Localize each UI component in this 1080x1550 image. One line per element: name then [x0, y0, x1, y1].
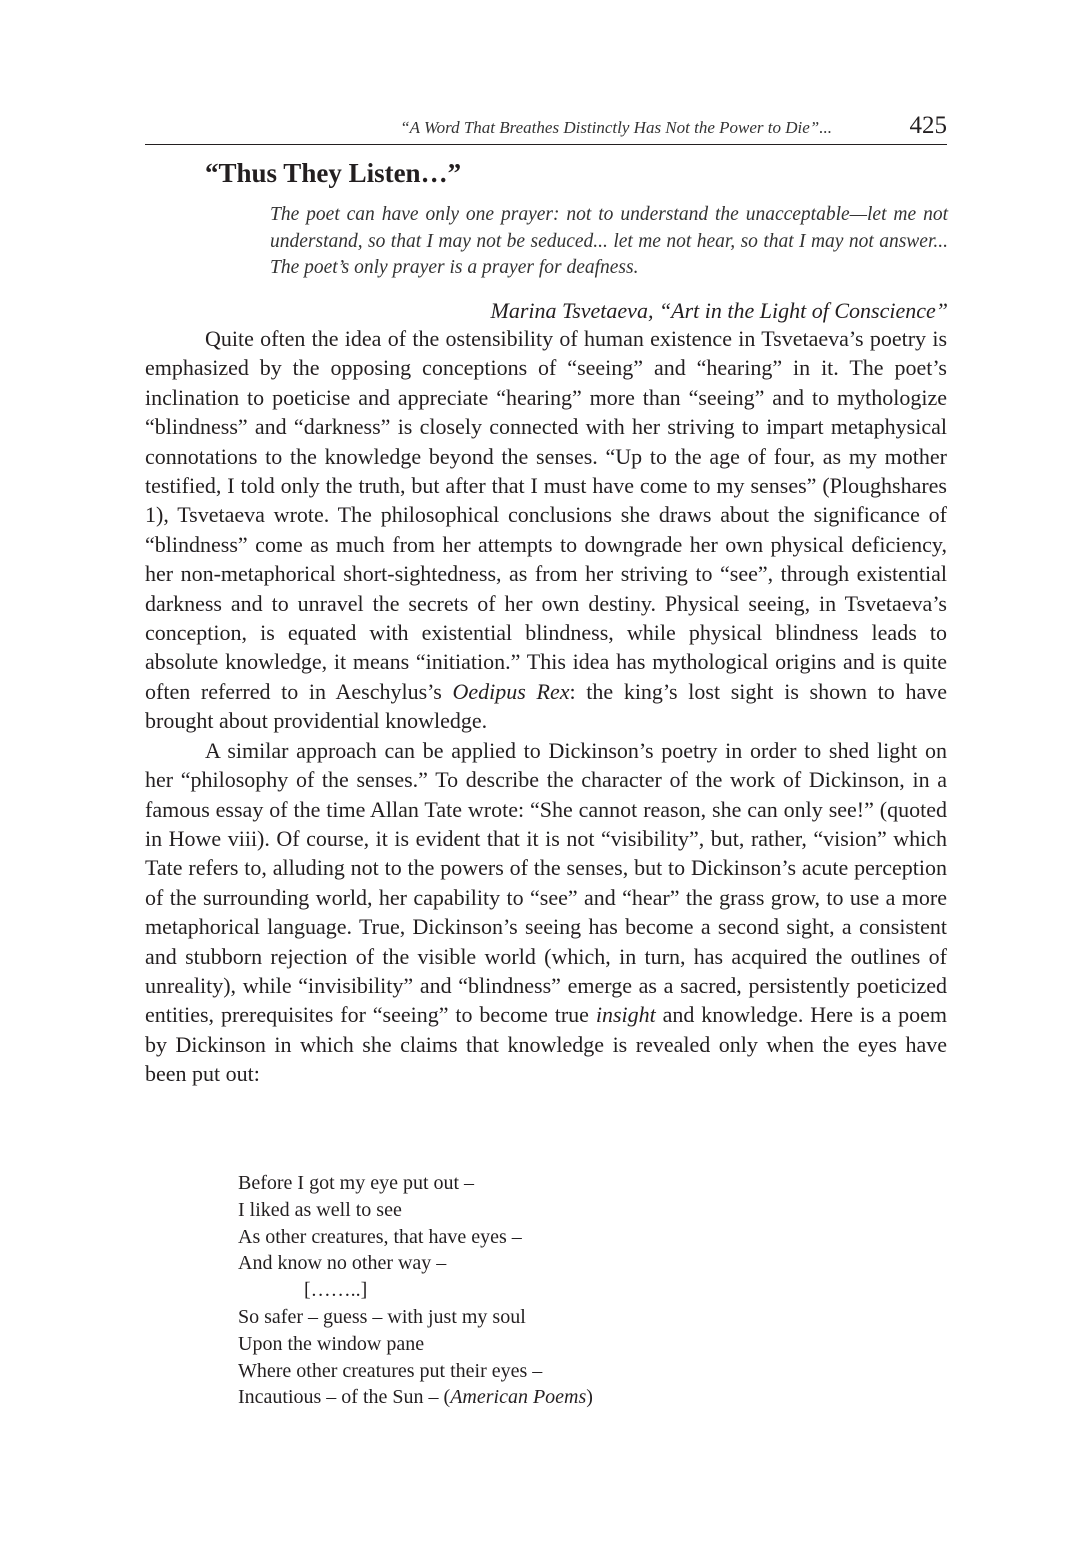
poem-line: Upon the window pane [238, 1332, 425, 1355]
poem-line: Before I got my eye put out – [238, 1172, 475, 1194]
poem-block [238, 1170, 593, 1411]
poem-line: I liked as well to see [238, 1198, 402, 1221]
poem-line-text: Incautious – of the Sun – ( [238, 1386, 451, 1409]
epigraph-quote: The poet can have only one prayer: not to understand the unacceptable—let me not understand, so that I may not be seduced... let me not hear, so that I may not answer... The poet’s only prayer is a prayer for deafness. [270, 204, 948, 278]
poem-line: So safer – guess – with just my soul [238, 1305, 526, 1328]
running-header [145, 112, 947, 145]
poem-line: Where other creatures put their eyes – [238, 1359, 543, 1382]
running-title: “A Word That Breathes Distinctly Has Not the Power to Die”... [400, 118, 832, 137]
body-text [145, 324, 947, 1089]
epigraph-attribution: Marina Tsvetaeva, “Art in the Light of Conscience” [490, 298, 948, 323]
poem-omission-marker: [……..] [304, 1279, 368, 1302]
paragraph-2 [145, 736, 947, 1089]
section-heading: “Thus They Listen…” [205, 158, 462, 188]
poem-last-line [238, 1384, 593, 1411]
paragraph-1-text: Quite often the idea of the ostensibility of human existence in Tsvetaeva’s poetry is emphasized by the opposing conceptions of “seeing” and “hearing” in it. The poet’s inclination to poeticise and appreciate “hearing” more than “seeing” and to mythologize “blindness” and “darkness” is closely connected with her striving to impart metaphysical connotations to the knowledge beyond the senses. “Up to the age of four, as my mother testified, I told only the truth, but after that I must have come to my senses” (Ploughshares 1), Tsvetaeva wrote. The philosophical conclusions she draws about the significance of “blindness” come as much from her attempts to downgrade her own physical deficiency, her non-metaphorical short-sightedness, as from her striving to “see”, through existential darkness and to unravel the secrets of her own destiny. Physical seeing, in Tsvetaeva’s conception, is equated with existential blindness, while physical blindness leads to absolute knowledge, it means “initiation.” This idea has mythological origins and is quite often referred to in Aeschylus’s [145, 326, 947, 704]
paragraph-2-text-end: and knowledge. Here is a poem by Dickinson in which she claims that knowledge is revealed only when the eyes have been put out: [145, 1002, 947, 1087]
paragraph-1-text-end: : the king’s lost sight is shown to have brought about providential knowledge. [145, 678, 947, 734]
poem-line: As other creatures, that have eyes – [238, 1225, 522, 1248]
paragraph-1 [145, 324, 947, 736]
poem-line: And know no other way – [238, 1252, 447, 1275]
page-number: 425 [909, 112, 947, 139]
poem-source-close: ) [586, 1386, 593, 1409]
paragraph-1-italic: Oedipus Rex [452, 678, 570, 704]
poem-source: American Poems [450, 1386, 587, 1409]
paragraph-2-italic: insight [595, 1002, 656, 1028]
paragraph-2-text: A similar approach can be applied to Dickinson’s poetry in order to shed light on her “philosophy of the senses.” To describe the character of the work of Dickinson, in a famous essay of the time Allan Tate wrote: “She cannot reason, she can only see!” (quoted in Howe viii). Of course, it is evident that it is not “visibility”, but, rather, “vision” which Tate refers to, alluding not to the powers of the senses, but to Dickinson’s acute perception of the surrounding world, her capability to “see” and “hear” the grass grow, to use a more metaphorical language. True, Dickinson’s seeing has become a second sight, a consistent and stubborn rejection of the visible world (which, in turn, has acquired the outlines of unreality), while “invisibility” and “blindness” emerge as a sacred, persistently poeticized entities, prerequisites for “seeing” to become true [145, 737, 947, 1028]
